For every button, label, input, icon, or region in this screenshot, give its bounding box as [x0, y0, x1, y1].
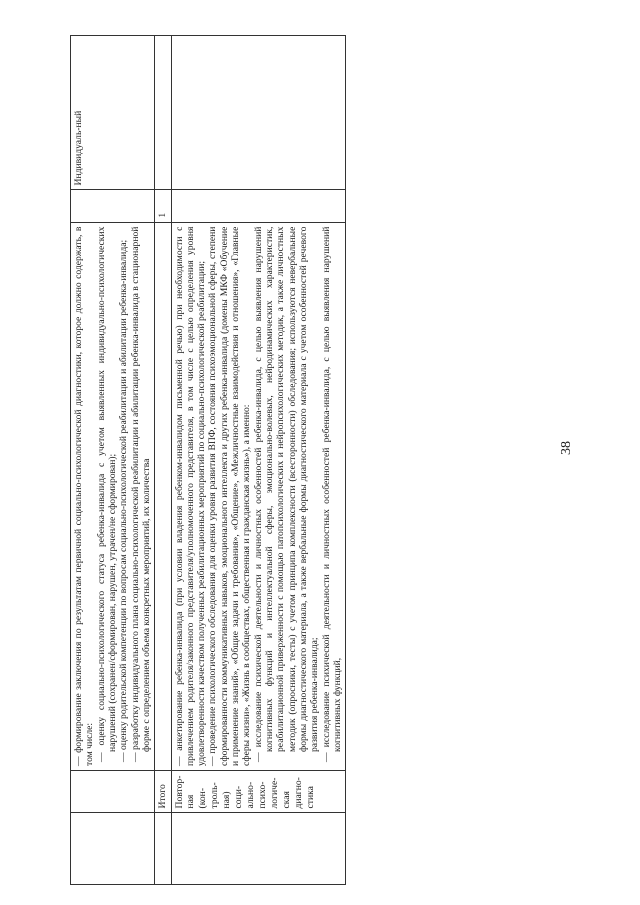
service-label-cell [71, 770, 155, 813]
table-row [155, 36, 171, 885]
blank-cell [71, 813, 155, 885]
list-item: — исследование психической деятельности и личностных особенностей ребенка-инвалида, с целью выявления нарушений когнитивных функций и интеллектуальной сферы, эмоционально-волевых, нейродинамических характеристик, реабилитационной приверженности с помощью патопсихологических и нейропсихологических методик, а также личностных методик (опросники, тесты) с учетом принципа комплексности (всесторонности) обследования; используются невербальные формы диагностического материала, а также вербальные формы диагностического материала с учетом особенностей речевого развития ребенка-инвалида; [252, 226, 321, 762]
blank-cell [155, 222, 171, 770]
list-item: — оценку родительской компетенции по вопросам социально-психологической реабилитации и абилитации ребенка-инвалида; [118, 239, 130, 762]
total-label-cell: Итого [155, 770, 171, 813]
form-cell [71, 36, 155, 190]
list-item: — анкетирование ребенка-инвалида (при условии владения ребенком-инвалидом письменной речью) при необходимости с привлечением родителя/законного представителя/уполномоченного представителя, в том числе с целью определения уровня удовлетворенности качеством полученных реабилитационных мероприятий по социально-психологической реабилитации; [173, 226, 208, 766]
blank-cell [155, 36, 171, 190]
form-cell [171, 36, 346, 190]
rehabilitation-table [70, 35, 346, 885]
page-number: 38 [559, 441, 574, 455]
list-item: — проведение психологического обследования для оценки уровня развития ВПФ, состояния психоэмоциональной сферы, степени сформированности коммуникативных навыков, эмоционального интеллекта и других ребенка-инвалида (домены МКФ «Обучение и применение знаний», «Общие задачи и требования», «Общение», «Межличностные взаимодействия и отношения», «Главные сферы жизни», «Жизнь в сообществах, общественная и гражданская жизнь»), а именно: [207, 226, 253, 766]
content-cell [71, 222, 155, 770]
content-cell [171, 222, 346, 770]
total-number-cell: 1 [155, 190, 171, 222]
count-cell [171, 190, 346, 222]
blank-cell [155, 813, 171, 885]
count-cell [71, 190, 155, 222]
blank-cell [171, 813, 346, 885]
list-item: — оценку социально-психологического статуса ребенка-инвалида с учетом выявленных индивидуально-психологических нарушений (сохранен/сформирован, нарушен, утрачен/не сформирован); [95, 226, 118, 762]
rotated-table-area [70, 35, 550, 885]
list-item: — разработку индивидуального плана социально-психологической реабилитации и абилитации ребенка-инвалида в стационарной форме с определением объема конкретных мероприятий, их количества [129, 226, 152, 762]
service-label-cell: Повтор-ная (кон-троль-ная) соци-ально-психо-логиче-ская диагно-стика [171, 770, 346, 813]
table-row [71, 36, 155, 885]
form-label: Индивидуаль-ный [73, 110, 84, 186]
list-item: — формирование заключения по результатам первичной социально-психологической диагностики, которое должно содержать, в том числе: [73, 226, 96, 766]
list-item: — исследование психической деятельности и личностных особенностей ребенка-инвалида, с целью выявления нарушений когнитивных функций, [320, 226, 343, 762]
table-row [171, 36, 346, 885]
